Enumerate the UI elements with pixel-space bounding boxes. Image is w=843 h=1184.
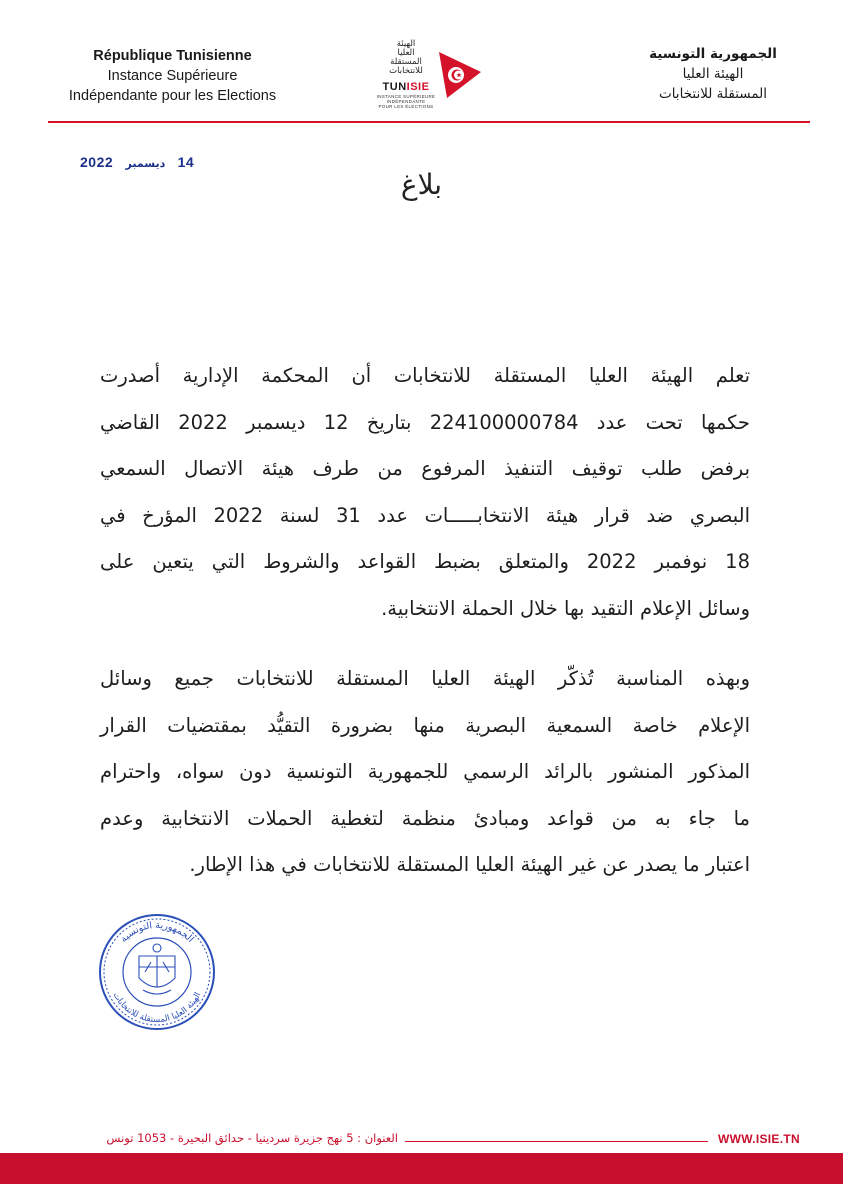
logo-sub-line-2: INDÉPENDANTE xyxy=(386,99,426,104)
paragraph-2 xyxy=(100,656,750,889)
logo-brand-suffix: ISIE xyxy=(406,81,430,93)
logo-subtitle xyxy=(375,94,437,109)
instance-name-fr-1: Instance Supérieure xyxy=(107,68,238,84)
logo-ar-line-4: للانتخابات xyxy=(389,66,423,76)
paragraph-1-line: البصري ضد قرار هيئة الانتخابـــــات عدد 31 لسنة 2022 المؤرخ في xyxy=(100,503,751,527)
instance-name-fr-2: Indépendante pour les Elections xyxy=(68,88,277,104)
logo-brand-prefix: TUN xyxy=(382,81,407,93)
paragraph-1-line: برفض طلب توقيف التنفيذ المرفوع من طرف هيئة الاتصال السمعي xyxy=(100,457,750,480)
footer-divider xyxy=(405,1141,708,1142)
paragraph-1-line: 18 نوفمبر 2022 والمتعلق بضبط القواعد والشروط التي يتعين على xyxy=(100,550,750,573)
date-day: 14 xyxy=(177,154,195,170)
coat-of-arms-icon xyxy=(139,944,175,994)
stamp-top-text: الجمهورية التونسية xyxy=(118,919,196,945)
footer-address: العنوان : 5 نهج جزيرة سردينيا - حدائق البحيرة - 1053 تونس xyxy=(106,1131,398,1145)
tunisia-flag-icon xyxy=(437,50,483,100)
instance-name-ar-1: الهيئة العليا xyxy=(682,66,744,82)
date-month: ديسمبر xyxy=(125,157,166,170)
logo-arabic-text xyxy=(375,40,437,76)
document-title: بلاغ xyxy=(400,168,443,201)
official-stamp xyxy=(97,912,217,1032)
header-french xyxy=(40,46,305,106)
paragraph-1 xyxy=(100,353,750,632)
stamp-bottom-text: الهيئة العليا المستقلة للانتخابات xyxy=(110,990,204,1026)
logo-ar-line-3: المستقلة xyxy=(390,57,422,67)
logo-ar-line-1: الهيئة xyxy=(396,39,416,49)
paragraph-1-line: تعلم الهيئة العليا المستقلة للانتخابات أن المحكمة الإدارية أصدرت xyxy=(100,364,750,387)
footer-bar xyxy=(0,1153,843,1184)
paragraph-2-line: ما جاء به من قواعد ومبادئ منظمة لتغطية الحملات الانتخابية وعدم xyxy=(100,806,750,830)
republic-name-ar: الجمهورية التونسية xyxy=(649,46,777,62)
logo-sub-line-1: INSTANCE SUPÉRIEURE xyxy=(376,94,436,99)
date-year: 2022 xyxy=(80,154,114,170)
republic-name-fr: République Tunisienne xyxy=(93,48,252,64)
paragraph-1-line: حكمها تحت عدد 224100000784 بتاريخ 12 ديسمبر 2022 القاضي xyxy=(100,410,750,434)
footer-website-link[interactable]: WWW.ISIE.TN xyxy=(718,1132,800,1146)
paragraph-2-line: اعتبار ما يصدر عن غير الهيئة العليا المستقلة للانتخابات في هذا الإطار. xyxy=(189,853,750,876)
instance-name-ar-2: المستقلة للانتخابات xyxy=(658,86,768,102)
header-divider xyxy=(48,121,810,123)
paragraph-2-line: الإعلام خاصة السمعية البصرية منها بضرورة التقيُّد بمقتضيات القرار xyxy=(100,713,750,737)
logo-sub-line-3: POUR LES ÉLECTIONS xyxy=(378,104,434,109)
logo-ar-line-2: العليا xyxy=(397,48,415,58)
header-arabic xyxy=(613,44,813,104)
paragraph-2-line: وبهذه المناسبة تُذكّر الهيئة العليا المستقلة للانتخابات جميع وسائل xyxy=(100,667,750,690)
paragraph-2-line: المذكور المنشور بالرائد الرسمي للجمهورية التونسية دون سواه، واحترام xyxy=(100,760,750,783)
logo-brand xyxy=(375,81,437,93)
paragraph-1-line: وسائل الإعلام التقيد بها خلال الحملة الانتخابية. xyxy=(381,596,750,620)
isie-logo xyxy=(375,40,485,116)
